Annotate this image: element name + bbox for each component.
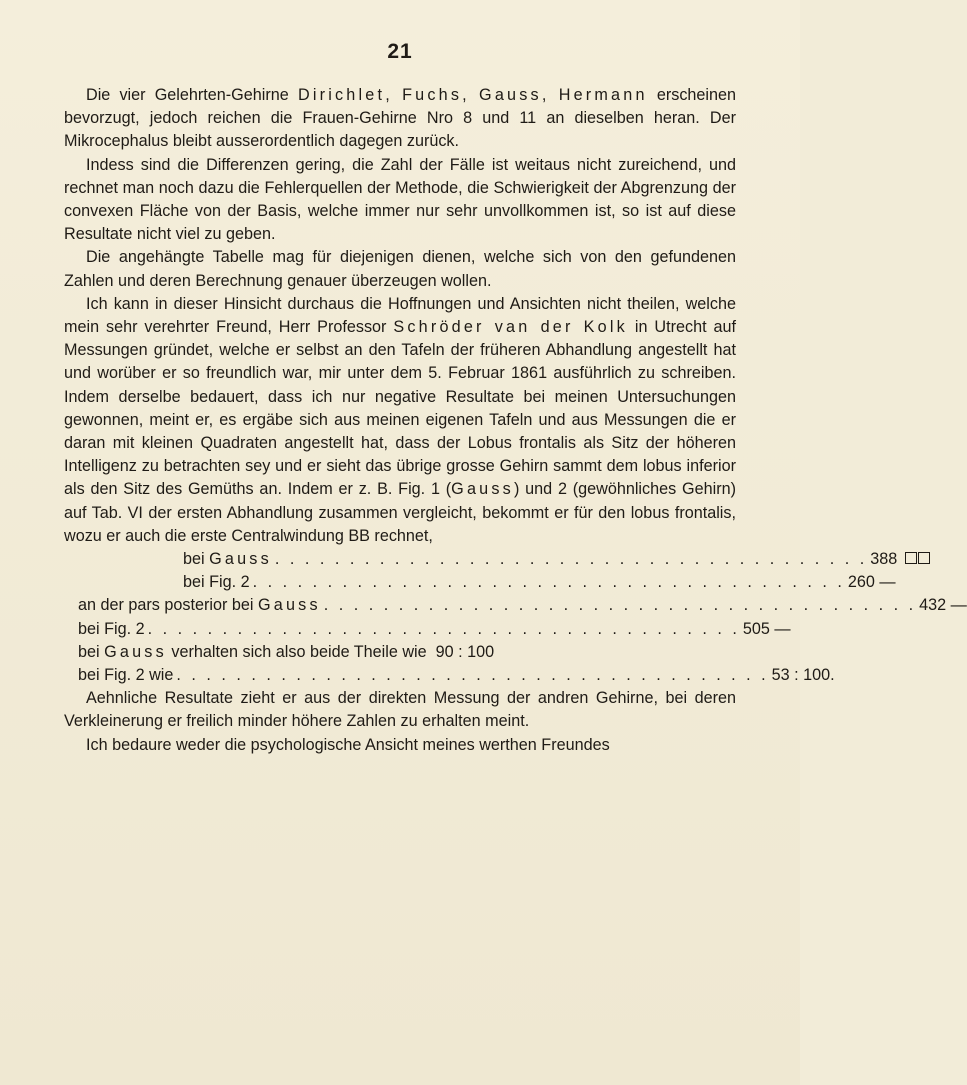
paragraph-6: Ich bedaure weder die psychologische Ansicht meines werthen Freundes — [86, 735, 610, 754]
row4-label: bei Fig. 2 — [78, 619, 145, 638]
measure-row-6 — [64, 664, 835, 687]
square-symbol — [918, 552, 930, 564]
name-gauss: Gauss, — [479, 86, 550, 104]
row3-prefix: an der pars posterior bei — [78, 596, 258, 615]
row3-name: Gauss — [257, 596, 321, 615]
dot-leader: . . . . . . . . . . . . . . . . . . . . . . . . . . . . . . . . . . . . . . . . — [176, 666, 769, 685]
measure-row-5 — [64, 641, 736, 664]
row1-value: 388 — [870, 550, 898, 569]
dot-leader: . . . . . . . . . . . . . . . . . . . . . . . . . . . . . . . . . . . . . . . . — [274, 550, 868, 569]
p1-lead: Die vier Gelehrten-Gehirne — [86, 86, 298, 104]
paragraph-1 — [64, 84, 736, 154]
dot-leader: . . . . . . . . . . . . . . . . . . . . . . . . . . . . . . . . . . . . . . . . — [323, 596, 917, 615]
measure-row-1 — [64, 548, 898, 571]
name-schroeder: Schröder van der Kolk — [393, 318, 628, 337]
row2-label: bei Fig. 2 — [183, 573, 250, 592]
row5-name: Gauss — [104, 642, 167, 661]
p4-part-a: Ich kann in dieser Hinsicht durchaus die Hoffnungen und Ansichten nicht theilen, welche mein sehr verehrter Freund, Herr Professor — [64, 294, 736, 337]
paragraph-4 — [64, 293, 736, 548]
name-fuchs: Fuchs, — [402, 86, 470, 104]
row5-rest: verhalten sich also beide Theile wie 90 : 100 — [166, 642, 495, 661]
row3-value: 432 — — [919, 596, 967, 615]
measure-row-2 — [64, 571, 896, 594]
p1-rest: erscheinen bevorzugt, jedoch reichen die Frauen-Gehirne Nro 8 und 11 an dieselben heran. Der Mikrocephalus bleibt ausserordentlich dagegen zurück. — [64, 86, 737, 151]
measure-row-3 — [64, 594, 967, 617]
row6-value: 53 : 100. — [771, 666, 835, 685]
row2-value: 260 — — [847, 573, 896, 592]
name-hermann: Hermann — [558, 86, 648, 104]
paragraph-3: Die angehängte Tabelle mag für diejenigen dienen, welche sich von den gefundenen Zahlen und deren Berechnung genauer überzeugen wollen. — [64, 248, 736, 290]
row1-name: Gauss — [209, 550, 272, 569]
square-symbol — [905, 552, 917, 564]
name-gauss-fig: Gauss — [451, 480, 514, 499]
dot-leader: . . . . . . . . . . . . . . . . . . . . . . . . . . . . . . . . . . . . . . . . — [147, 619, 740, 638]
page-number: 21 — [387, 40, 413, 63]
paragraph-5: Aehnliche Resultate zieht er aus der direkten Messung der andren Gehirne, bei deren Verkleinerung er freilich minder höhere Zahlen zu erhalten meint. — [64, 689, 736, 731]
row5-prefix: bei — [78, 642, 105, 661]
row4-value: 505 — — [742, 619, 791, 638]
row6-label: bei Fig. 2 wie — [78, 666, 174, 685]
body-text — [64, 84, 967, 757]
p4-part-b: in Utrecht auf Messungen gründet, welche er selbst an den Tafeln der früheren Abhandlung angestellt hat und worüber er so freundlich war, mir unter dem 5. Februar 1861 ausführlich zu schreiben. Indem derselbe bedauert, dass ich nur negative Resultate bei meinen Untersuchungen gewonnen, meint er, es ergäbe sich aus meinen eigenen Tafeln und aus Messungen die er daran mit kleinen Quadraten angestellt hat, dass der Lobus frontalis als Sitz der höheren Intelligenz zu betrachten sey und er sieht das übrige grosse Gehirn sammt dem lobus inferior als den Sitz des Gemüths an. Indem er z. B. Fig. 1 ( — [64, 318, 736, 499]
row1-prefix: bei — [183, 550, 210, 569]
p4-part-c: ) und 2 (gewöhnliches Gehirn) auf Tab. VI der ersten Abhandlung zusammen vergleicht, bekommt er für den lobus frontalis, wozu er auch die erste Centralwindung BB rechnet, — [64, 480, 736, 545]
dot-leader: . . . . . . . . . . . . . . . . . . . . . . . . . . . . . . . . . . . . . . . . — [252, 573, 845, 592]
paragraph-2: Indess sind die Differenzen gering, die Zahl der Fälle ist weitaus nicht zureichend, und rechnet man noch dazu die Fehlerquellen der Methode, die Schwierigkeit der Abgrenzung der convexen Fläche von der Basis, welche immer nur sehr unvollkommen ist, so ist auf diese Resultate nicht viel zu geben. — [64, 155, 736, 244]
measure-row-4 — [64, 618, 791, 641]
name-dirichlet: Dirichlet, — [297, 86, 393, 104]
